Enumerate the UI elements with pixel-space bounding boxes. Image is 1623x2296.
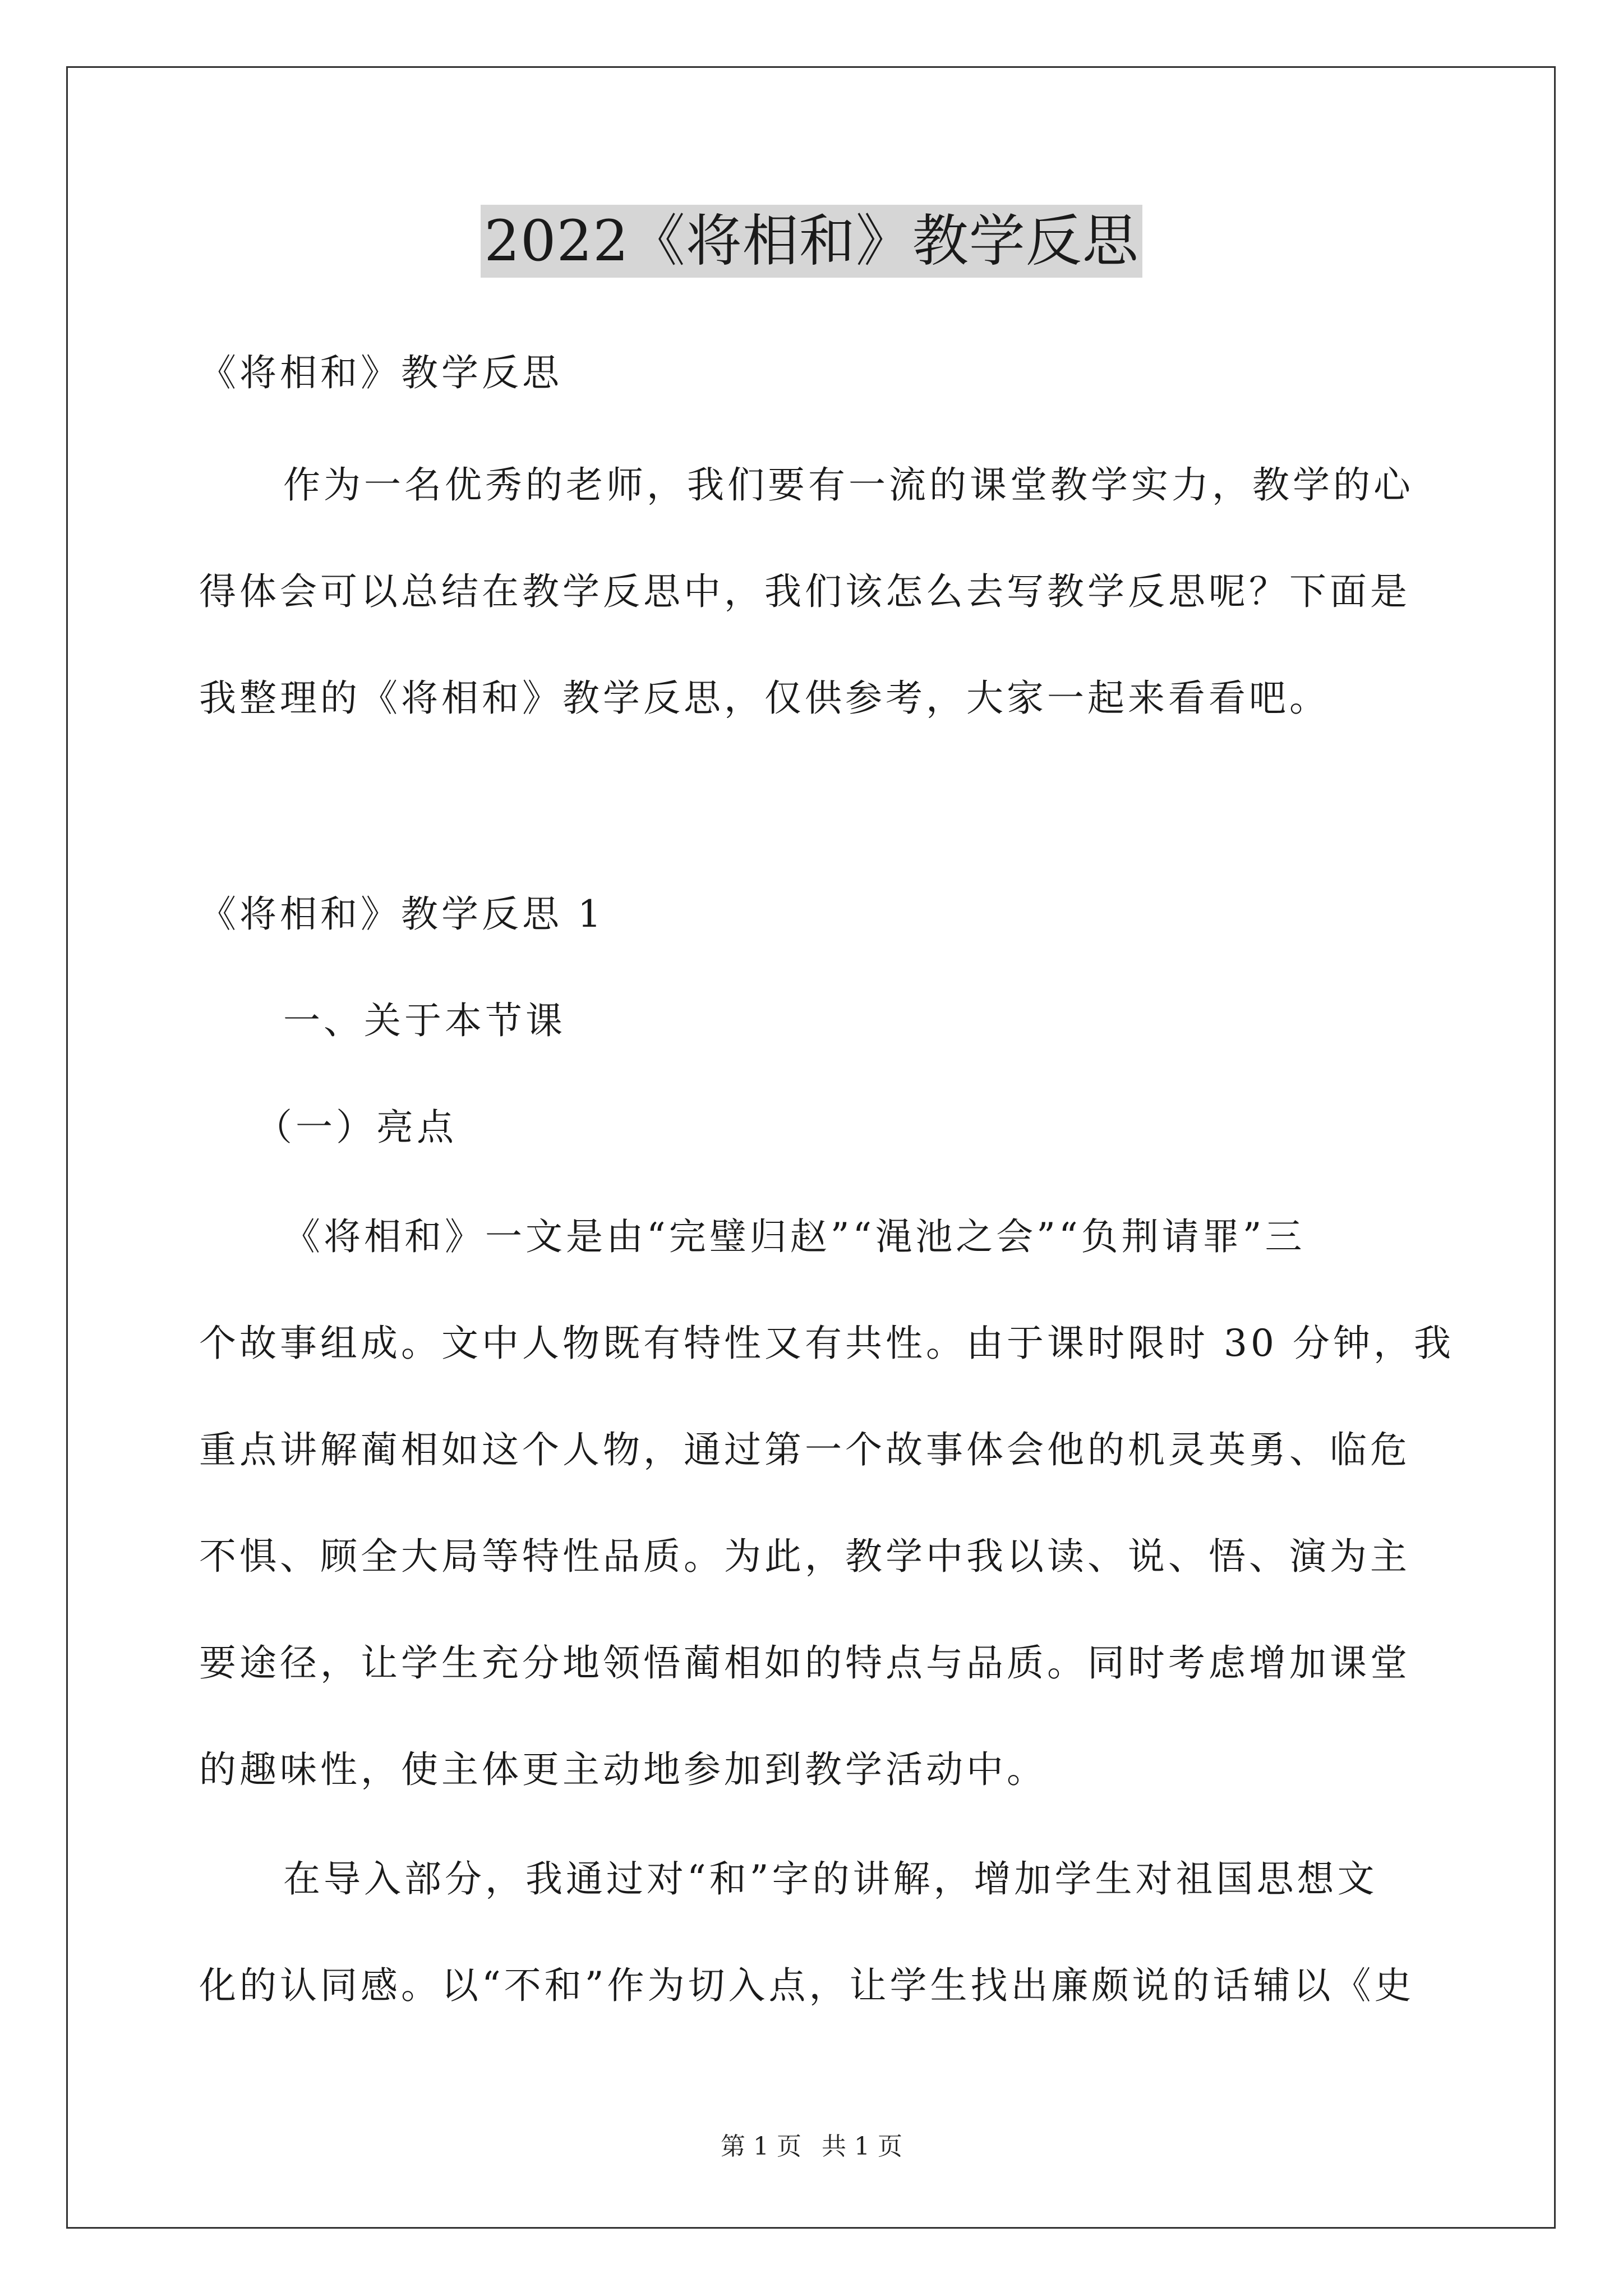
sub-heading: （一）亮点 [255,1106,457,1149]
paragraph-line: 重点讲解蔺相如这个人物，通过第一个故事体会他的机灵英勇、临危 [199,1428,1410,1471]
intro-line: 作为一名优秀的老师，我们要有一流的课堂教学实力，教学的心 [283,463,1414,507]
paragraph-line: 要途径，让学生充分地领悟蔺相如的特点与品质。同时考虑增加课堂 [199,1641,1410,1685]
paragraph-line: 个故事组成。文中人物既有特性又有共性。由于课时限时 30 分钟，我 [199,1322,1454,1365]
title-container [0,205,1623,278]
section-heading: 《将相和》教学反思 1 [199,892,605,936]
part-heading: 一、关于本节课 [283,999,566,1042]
paragraph-line: 《将相和》一文是由“完璧归赵”“渑池之会”“负荆请罪”三 [283,1215,1306,1258]
intro-line: 得体会可以总结在教学反思中，我们该怎么去写教学反思呢？下面是 [199,570,1410,613]
page-footer [0,2126,1623,2162]
paragraph-line: 的趣味性，使主体更主动地参加到教学活动中。 [199,1748,1047,1791]
document-title: 2022《将相和》教学反思 [481,205,1142,278]
document-subtitle: 《将相和》教学反思 [199,351,562,394]
paragraph-line: 不惧、顾全大局等特性品质。为此，教学中我以读、说、悟、演为主 [199,1535,1410,1578]
paragraph-line: 化的认同感。以“不和”作为切入点，让学生找出廉颇说的话辅以《史 [199,1964,1415,2007]
intro-line: 我整理的《将相和》教学反思，仅供参考，大家一起来看看吧。 [199,677,1330,720]
page-number: 第 1 页 [721,2132,801,2161]
paragraph-line: 在导入部分，我通过对“和”字的讲解，增加学生对祖国思想文 [283,1857,1378,1901]
page-total: 共 1 页 [822,2132,902,2161]
